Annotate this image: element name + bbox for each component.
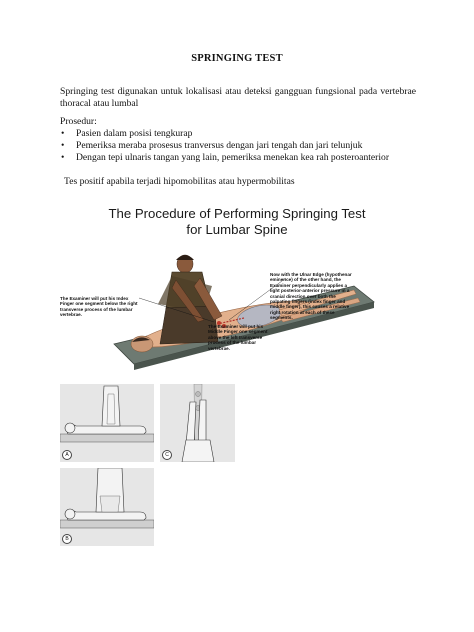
procedure-label: Prosedur:	[60, 116, 97, 127]
list-item	[60, 152, 389, 164]
list-item	[60, 140, 389, 152]
procedure-list	[60, 128, 389, 164]
figure-title-line-1: The Procedure of Performing Springing Test	[108, 206, 366, 221]
panel-c-drawing	[160, 384, 235, 462]
annotation-ulnar-edge: Now with the Ulnar Edge (hypothenar eminence) of the other hand, the Examiner perpendicularly applies a light posterior-anterior pressure in a cranial direction over both the palpating fingers (index finger and middle finger), this causes a relative right rotation at each of these segments.	[270, 272, 352, 321]
figure-panel-b	[60, 468, 154, 546]
result-text: Tes positif apabila terjadi hipomobilitas atau hypermobilitas	[64, 176, 295, 187]
step-text: Pasien dalam posisi tengkurap	[76, 128, 193, 139]
panel-letter-b: B	[62, 534, 72, 544]
bullet-icon: •	[61, 140, 65, 151]
list-item	[60, 128, 389, 140]
annotation-middle-finger: The Examiner will put his Middle Finger one segment above the left transverse process of the lumbar vertebrae.	[208, 324, 268, 351]
panel-a-drawing	[60, 384, 154, 462]
annotation-index-finger: The Examiner will put his Index Finger one segment below the right transverse process of the lumbar vertebrae.	[60, 296, 138, 318]
panel-b-drawing	[60, 468, 154, 546]
panel-letter-a: A	[62, 450, 72, 460]
figure-panel-a	[60, 384, 154, 462]
intro-paragraph: Springing test digunakan untuk lokalisasi atau deteksi gangguan fungsional pada vertebrae thoracal atau lumbal	[60, 86, 416, 109]
figure-panel-c	[160, 384, 235, 462]
figure-title-line-2: for Lumbar Spine	[186, 222, 288, 237]
step-text: Pemeriksa meraba prosesus tranversus dengan jari tengah dan jari telunjuk	[76, 140, 363, 151]
document-title: SPRINGING TEST	[191, 53, 283, 64]
panel-letter-c: C	[162, 450, 172, 460]
bullet-icon: •	[61, 128, 65, 139]
figure-title	[0, 206, 474, 238]
step-text: Dengan tepi ulnaris tangan yang lain, pemeriksa menekan kea rah posteroanterior	[76, 152, 390, 163]
bullet-icon: •	[61, 152, 65, 163]
